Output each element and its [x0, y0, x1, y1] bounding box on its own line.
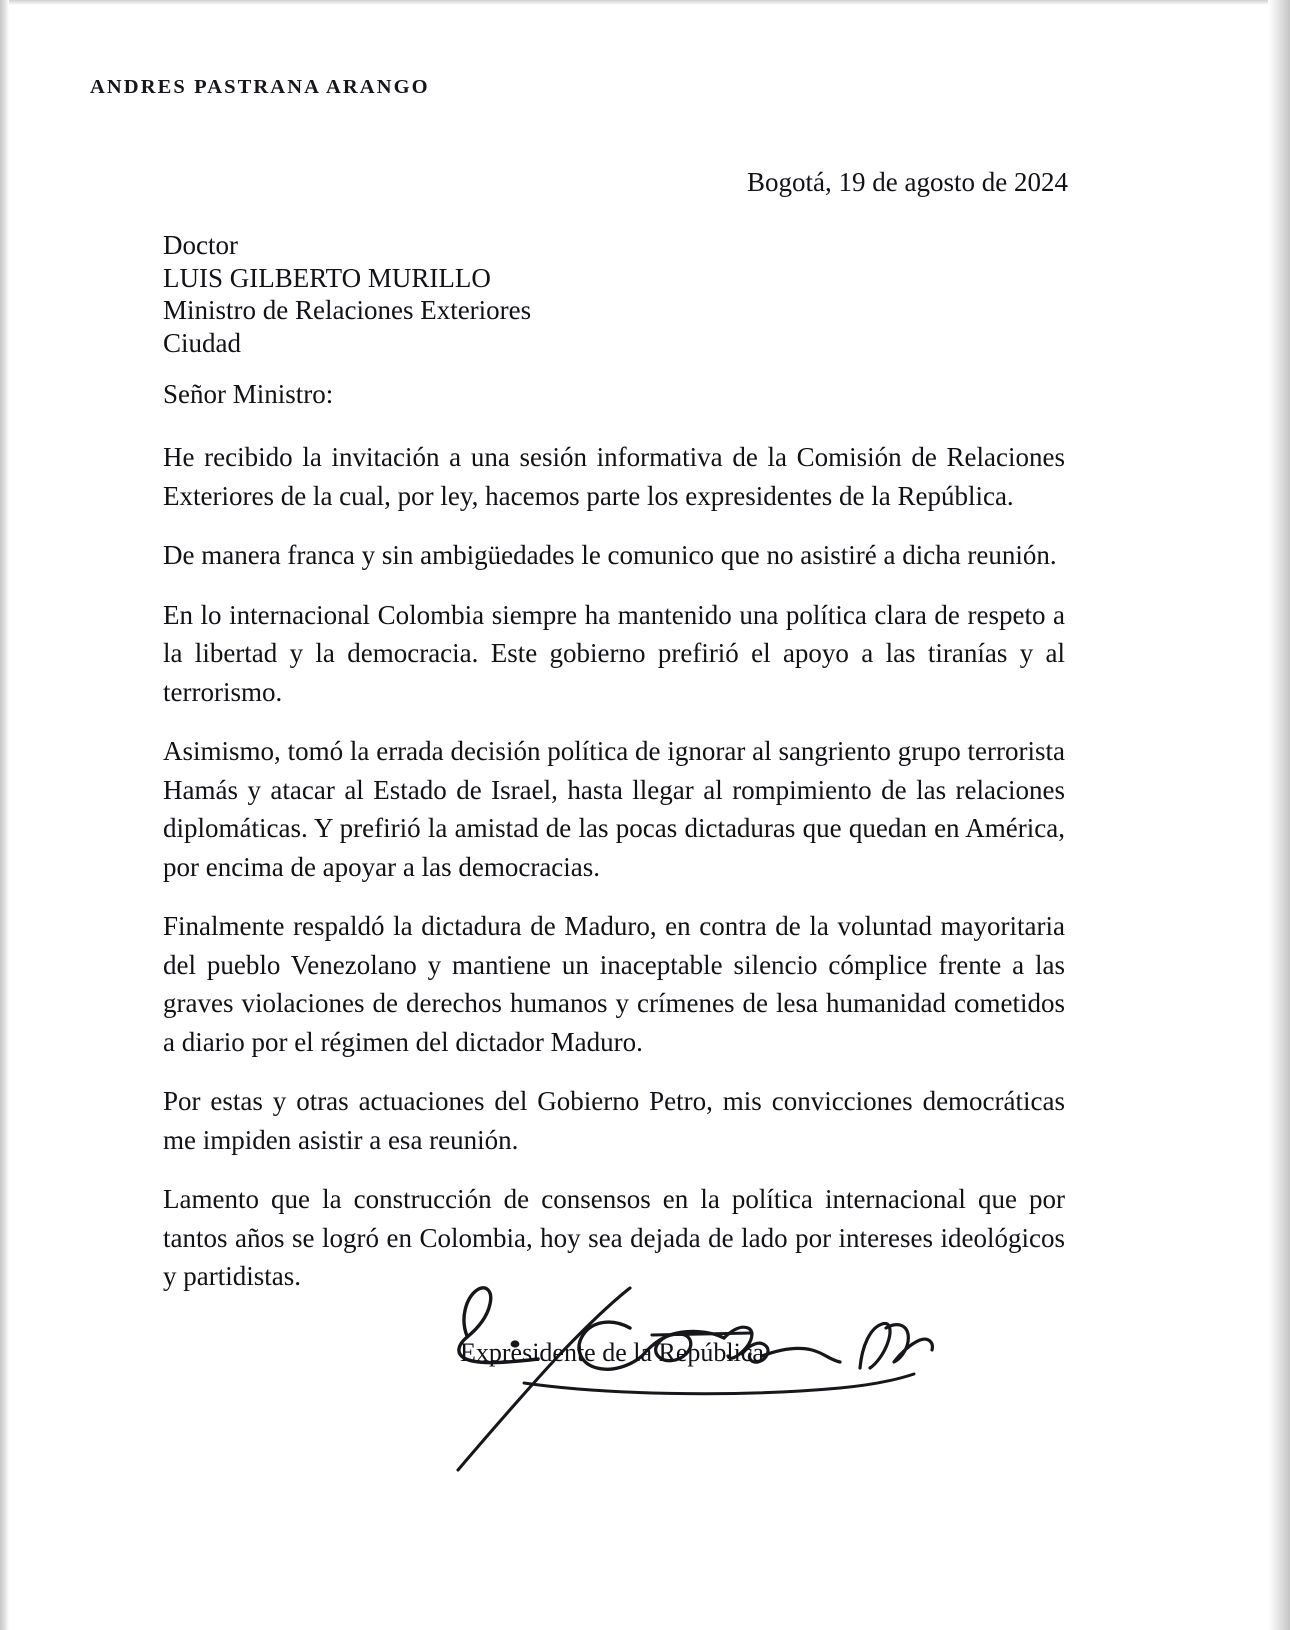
body-paragraph: En lo internacional Colombia siempre ha mantenido una política clara de respeto a la libertad y la democracia. Este gobierno prefirió el apoyo a las tiranías y al terrorismo.	[163, 599, 1065, 707]
body-paragraph: Asimismo, tomó la errada decisión política de ignorar al sangriento grupo terrorista Hamás y atacar al Estado de Israel, hasta llegar al rompimiento de las relaciones diplomáticas. Y prefirió la amistad de las pocas dictaduras que quedan en América, por encima de apoyar a las democracias.	[163, 736, 1065, 882]
addressee-name: LUIS GILBERTO MURILLO	[163, 262, 491, 293]
signature-title: Expresidente de la República	[460, 1338, 764, 1367]
body-paragraph: He recibido la invitación a una sesión informativa de la Comisión de Relaciones Exteriores de la cual, por ley, hacemos parte los expresidentes de la República.	[163, 442, 1065, 511]
letterhead-name: ANDRES PASTRANA ARANGO	[90, 76, 430, 98]
body-paragraph: De manera franca y sin ambigüedades le comunico que no asistiré a dicha reunión.	[163, 540, 1057, 570]
addressee-city: Ciudad	[163, 327, 241, 358]
body-paragraph: Por estas y otras actuaciones del Gobierno Petro, mis convicciones democráticas me impiden asistir a esa reunión.	[163, 1086, 1065, 1155]
signature-block	[300, 1232, 950, 1472]
date-line: Bogotá, 19 de agosto de 2024	[747, 167, 1068, 197]
salutation: Señor Ministro:	[163, 379, 334, 409]
addressee-honorific: Doctor	[163, 230, 238, 260]
addressee-block	[163, 229, 531, 359]
letter-body	[163, 438, 1065, 1296]
addressee-position: Ministro de Relaciones Exteriores	[163, 295, 532, 325]
body-paragraph: Lamento que la construcción de consensos en la política internacional que por tantos años se logró en Colombia, hoy sea dejada de lado por intereses ideológicos y partidistas.	[163, 1184, 1065, 1291]
body-paragraph: Finalmente respaldó la dictadura de Maduro, en contra de la voluntad mayoritaria del pueblo Venezolano y mantiene un inaceptable silencio cómplice frente a las graves violaciones de derechos humanos y crímenes de lesa humanidad cometidos a diario por el régimen del dictador Maduro.	[163, 911, 1065, 1057]
